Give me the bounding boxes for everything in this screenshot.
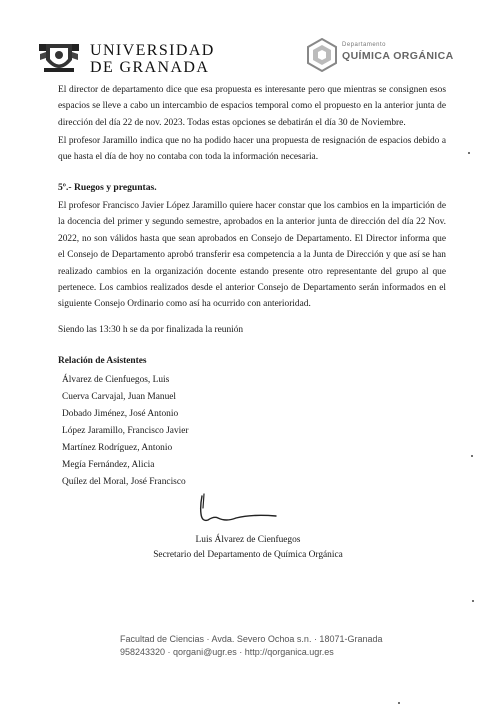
handwritten-signature xyxy=(196,492,282,532)
department-name: QUÍMICA ORGÁNICA xyxy=(342,50,454,62)
attendee-item: Megía Fernández, Alicia xyxy=(62,460,155,470)
department-hexagon-logo xyxy=(306,38,338,72)
attendee-item: Quílez del Moral, José Francisco xyxy=(62,477,186,487)
attendees-title: Relación de Asistentes xyxy=(58,356,147,366)
footer-contact: 958243320 · qorgani@ugr.es · http://qorganica.ugr.es xyxy=(120,647,334,657)
attendee-item: Álvarez de Cienfuegos, Luis xyxy=(62,375,170,385)
university-name-line2: DE GRANADA xyxy=(90,59,210,76)
attendee-item: Dobado Jiménez, José Antonio xyxy=(62,409,179,419)
scan-speck xyxy=(468,152,470,154)
department-label: Departamento xyxy=(342,42,387,48)
section-heading-ruegos: 5º.- Ruegos y preguntas. xyxy=(58,182,157,193)
signatory-name: Luis Álvarez de Cienfuegos xyxy=(195,535,301,545)
paragraph-ruegos: El profesor Francisco Javier López Jaramillo quiere hacer constar que los cambios en la impartición de la docencia del primer y segundo semestre, aprobados en la anterior junta de dirección del día 22 Nov. 2022, no son válidos hasta que sean aprobados en Consejo de Departamento. El Director informa que el Consejo de Departamento aprobó transferir esa competencia a la Junta de Dirección y que así se han realizado cambios en la organización docente estando presente otro representante del grupo al que pertenece. Los cambios realizados desde el anterior Consejo de Departamento serán informados en el siguiente Consejo Ordinario como así ha ocurrido con anterioridad. xyxy=(58,201,446,310)
paragraph-jaramillo-note: El profesor Jaramillo indica que no ha podido hacer una propuesta de resignación de espacios debido a que hasta el día de hoy no contaba con toda la información necesaria. xyxy=(58,136,446,163)
scan-speck xyxy=(472,600,474,602)
attendees-list xyxy=(62,372,189,491)
attendee-item: López Jaramillo, Francisco Javier xyxy=(62,426,189,436)
page-footer xyxy=(120,633,383,659)
signatory-role: Secretario del Departamento de Química Orgánica xyxy=(153,550,343,560)
scan-speck xyxy=(398,702,400,704)
attendee-item: Cuerva Carvajal, Juan Manuel xyxy=(62,392,177,402)
closing-statement: Siendo las 13:30 h se da por finalizada la reunión xyxy=(58,325,244,335)
paragraph-spaces-proposal: El director de departamento dice que esa propuesta es interesante pero que mientras se consignen esos espacios se lleve a cabo un intercambio de espacios temporal como el propuesto en la anterior junta de dirección del día 22 de nov. 2023. Todas estas opciones se debatirán el día 30 de Noviembre. xyxy=(58,85,446,128)
scan-speck xyxy=(471,455,473,457)
footer-address: Facultad de Ciencias · Avda. Severo Ochoa s.n. · 18071-Granada xyxy=(120,634,383,644)
attendee-item: Martínez Rodríguez, Antonio xyxy=(62,443,173,453)
university-name xyxy=(90,42,215,76)
university-crest-logo xyxy=(36,38,82,78)
university-name-line1: UNIVERSIDAD xyxy=(90,42,215,59)
